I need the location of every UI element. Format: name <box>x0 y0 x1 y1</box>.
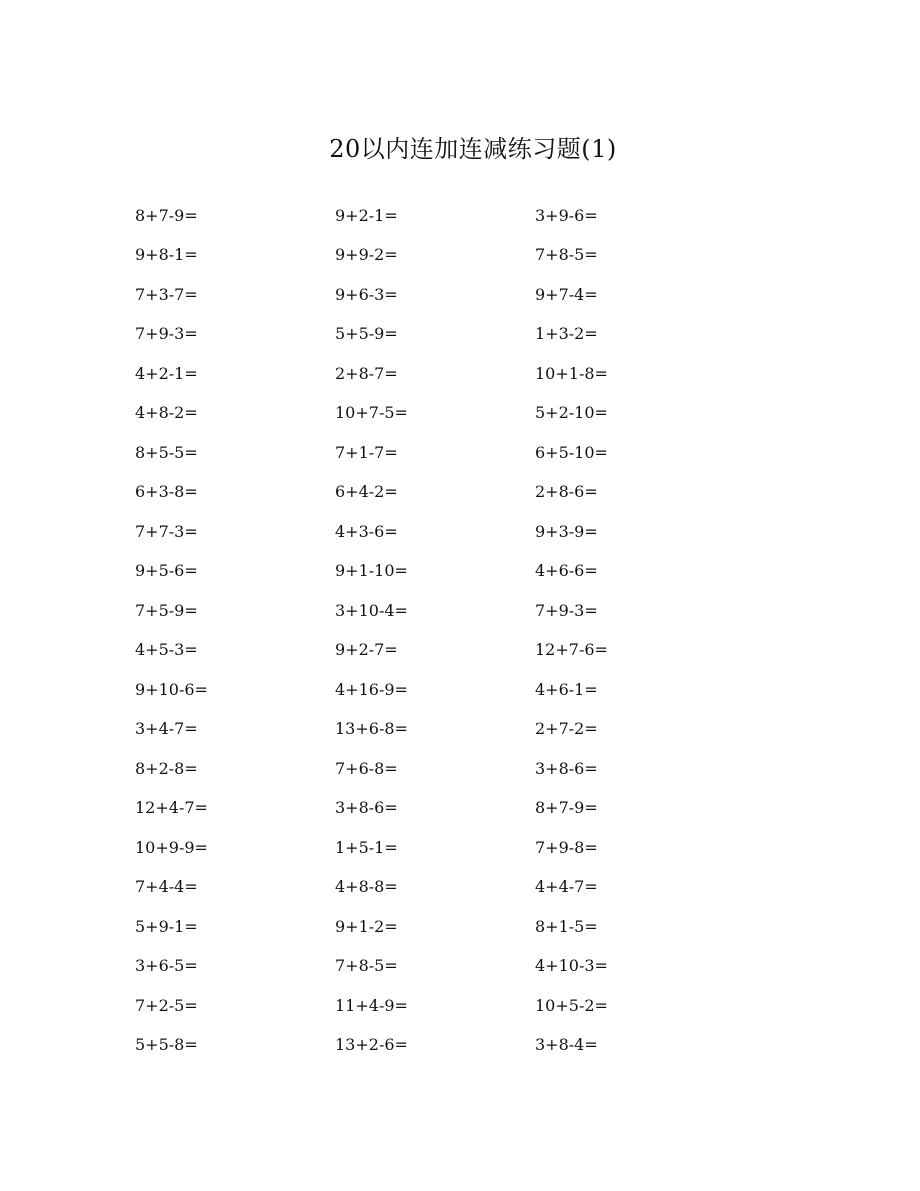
problem-row <box>135 1026 735 1066</box>
math-problem: 4+3-6= <box>335 521 398 541</box>
math-problem: 8+7-9= <box>535 798 598 818</box>
math-problem: 4+8-8= <box>335 877 398 897</box>
math-problem: 7+1-7= <box>335 442 398 462</box>
problem-grid <box>135 196 735 1065</box>
problem-row <box>135 749 735 789</box>
math-problem: 5+5-8= <box>135 1035 198 1055</box>
math-problem: 8+2-8= <box>135 758 198 778</box>
math-problem: 10+7-5= <box>335 403 408 423</box>
problem-row <box>135 986 735 1026</box>
math-problem: 6+3-8= <box>135 482 198 502</box>
math-problem: 7+9-3= <box>135 324 198 344</box>
math-problem: 10+1-8= <box>535 363 608 383</box>
math-problem: 4+5-3= <box>135 640 198 660</box>
math-problem: 7+2-5= <box>135 995 198 1015</box>
math-problem: 4+8-2= <box>135 403 198 423</box>
math-problem: 3+10-4= <box>335 600 408 620</box>
problem-row <box>135 670 735 710</box>
math-problem: 7+8-5= <box>335 956 398 976</box>
problem-row <box>135 868 735 908</box>
math-problem: 13+2-6= <box>335 1035 408 1055</box>
math-problem: 4+16-9= <box>335 679 408 699</box>
problem-row <box>135 275 735 315</box>
math-problem: 12+7-6= <box>535 640 608 660</box>
problem-row <box>135 473 735 513</box>
problem-row <box>135 710 735 750</box>
math-problem: 3+9-6= <box>535 205 598 225</box>
math-problem: 8+7-9= <box>135 205 198 225</box>
math-problem: 9+5-6= <box>135 561 198 581</box>
problem-row <box>135 236 735 276</box>
math-problem: 2+7-2= <box>535 719 598 739</box>
math-problem: 5+5-9= <box>335 324 398 344</box>
math-problem: 2+8-6= <box>535 482 598 502</box>
math-problem: 3+8-4= <box>535 1035 598 1055</box>
math-problem: 4+10-3= <box>535 956 608 976</box>
math-problem: 6+5-10= <box>535 442 608 462</box>
math-problem: 8+1-5= <box>535 916 598 936</box>
math-problem: 7+8-5= <box>535 245 598 265</box>
math-problem: 12+4-7= <box>135 798 208 818</box>
math-problem: 6+4-2= <box>335 482 398 502</box>
math-problem: 9+1-2= <box>335 916 398 936</box>
math-problem: 7+9-3= <box>535 600 598 620</box>
math-problem: 7+4-4= <box>135 877 198 897</box>
problem-row <box>135 947 735 987</box>
math-problem: 7+7-3= <box>135 521 198 541</box>
math-problem: 9+9-2= <box>335 245 398 265</box>
math-problem: 9+1-10= <box>335 561 408 581</box>
math-problem: 10+5-2= <box>535 995 608 1015</box>
problem-row <box>135 631 735 671</box>
math-problem: 9+6-3= <box>335 284 398 304</box>
math-problem: 10+9-9= <box>135 837 208 857</box>
math-problem: 8+5-5= <box>135 442 198 462</box>
math-problem: 5+2-10= <box>535 403 608 423</box>
math-problem: 4+2-1= <box>135 363 198 383</box>
math-problem: 13+6-8= <box>335 719 408 739</box>
math-problem: 4+6-6= <box>535 561 598 581</box>
math-problem: 3+8-6= <box>335 798 398 818</box>
math-problem: 2+8-7= <box>335 363 398 383</box>
math-problem: 7+5-9= <box>135 600 198 620</box>
math-problem: 3+6-5= <box>135 956 198 976</box>
math-problem: 4+4-7= <box>535 877 598 897</box>
math-problem: 11+4-9= <box>335 995 408 1015</box>
problem-row <box>135 512 735 552</box>
problem-row <box>135 591 735 631</box>
problem-row <box>135 394 735 434</box>
problem-row <box>135 789 735 829</box>
problem-row <box>135 354 735 394</box>
math-problem: 9+2-1= <box>335 205 398 225</box>
problem-row <box>135 315 735 355</box>
problem-row <box>135 196 735 236</box>
problem-row <box>135 828 735 868</box>
math-problem: 3+4-7= <box>135 719 198 739</box>
math-problem: 9+8-1= <box>135 245 198 265</box>
math-problem: 4+6-1= <box>535 679 598 699</box>
math-problem: 7+6-8= <box>335 758 398 778</box>
math-problem: 9+3-9= <box>535 521 598 541</box>
math-problem: 7+9-8= <box>535 837 598 857</box>
math-problem: 1+5-1= <box>335 837 398 857</box>
math-problem: 5+9-1= <box>135 916 198 936</box>
math-problem: 1+3-2= <box>535 324 598 344</box>
problem-row <box>135 907 735 947</box>
math-problem: 9+2-7= <box>335 640 398 660</box>
math-problem: 9+10-6= <box>135 679 208 699</box>
problem-row <box>135 433 735 473</box>
math-problem: 9+7-4= <box>535 284 598 304</box>
problem-row <box>135 552 735 592</box>
page-title: 20以内连加连减练习题(1) <box>329 135 617 163</box>
math-problem: 3+8-6= <box>535 758 598 778</box>
math-problem: 7+3-7= <box>135 284 198 304</box>
